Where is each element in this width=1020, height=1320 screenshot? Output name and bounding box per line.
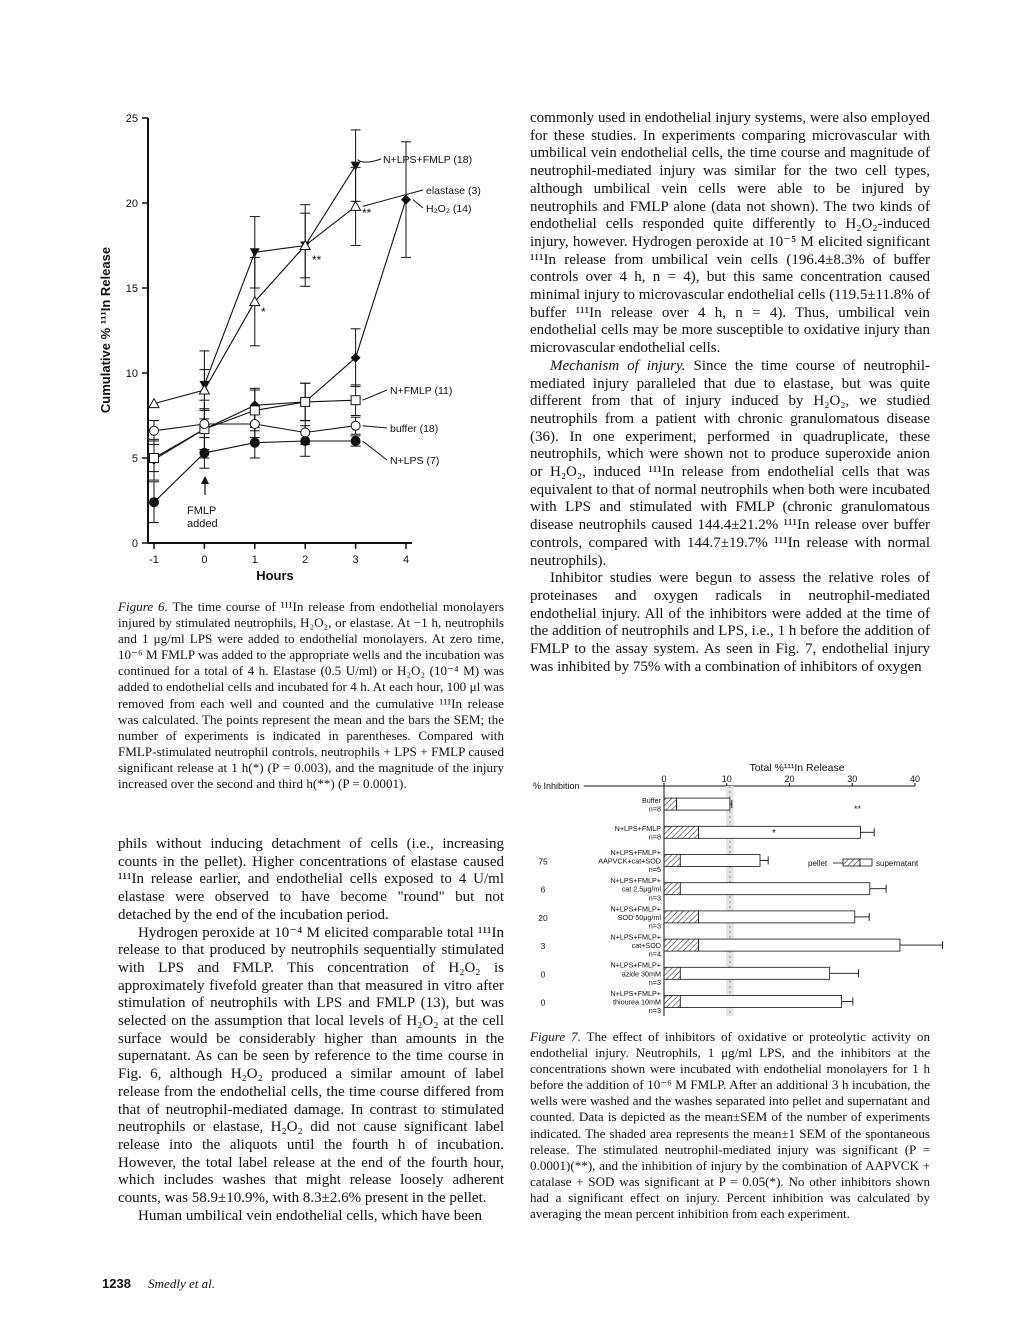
fig7-row-label: N+LPS+FMLP [614, 824, 661, 833]
fig7-row-label: n=8 [648, 832, 661, 842]
right-paragraph-1: commonly used in endothelial injury systems, were also employed for these studies. In experiments comparing microvascular with umbilical vein endothelial cells, the time course and magnitude of neutrophil-mediated injury was similar for the two cell types, although umbilical vein cells were able to be injured by neutrophils and FMLP alone (data not shown). The two kinds of endothelial cells responded quite differently to H₂O₂-induced injury, however. Hydrogen peroxide at 10⁻⁵ M elicited significant ¹¹¹In release from umbilical vein cells (196.4±8.3% of buffer controls over 4 h, n = 4), but this same concentration caused minimal injury to microvascular endothelial cells (119.5±11.8% of buffer ¹¹¹In release over 4 h, n = 4). Thus, umbilical vein endothelial cells may be more susceptible to oxidative injury than microvascular endothelial cells. [530, 110, 930, 357]
fig7-bar-pellet [664, 967, 680, 979]
figure-6-caption-text: The time course of ¹¹¹In release from endothelial monolayers injured by stimulated neutrophils, H₂O₂, or elastase. At −1 h, neutrophils and 1 μg/ml LPS were added to endothelial monolayers. At zero time, 10⁻⁶ M FMLP was added to the appropriate wells and the incubation was continued for a total of 4 h. Elastase (0.5 U/ml) or H₂O₂ (10⁻⁴ M) was added to endothelial cells and incubated for 4 h. At each hour, 100 μl was removed from each well and counted and the cumulative ¹¹¹In release was calculated. The points represent the mean and the bars the SEM; the number of experiments is indicated in parentheses. Compared with FMLP-stimulated neutrophil controls, neutrophils + LPS + FMLP caused significant release at 1 h(*) (P = 0.003), and the magnitude of the injury increased over the second and third h(**) (P = 0.0001). [118, 599, 505, 792]
fig6-marker [199, 448, 209, 458]
fig7-inhibition-value: 3 [540, 941, 546, 952]
fig6-x-tick-label: 2 [302, 554, 309, 566]
fig7-significance-double: ** [854, 804, 862, 814]
fig7-row-label: AAPVCK+cat+SOD [598, 856, 661, 866]
fig7-bar-supernatant [680, 883, 870, 895]
fig6-label-leader [358, 159, 381, 162]
fig7-bar-pellet [664, 855, 680, 867]
fig6-marker [301, 428, 310, 437]
fig7-row-label: n=5 [648, 865, 661, 875]
fig6-marker [351, 396, 360, 405]
right-paragraph-2-text: Since the time course of neutrophil-mediated injury paralleled that due to elastase, but was quite different from that of injury induced by H₂O₂, we studied neutrophils from a patient with chronic granulomatous disease (36). In one experiment, performed in quadruplicate, these neutrophils, which were shown not to produce superoxide anion or H₂O₂, induced ¹¹¹In release from endothelial cells that was equivalent to that of normal neutrophils when both were incubated with LPS and stimulated with FMLP (chronic granulomatous disease neutrophils caused 144.4±21.2% ¹¹¹In release over buffer controls, compared with 144.7±19.7% ¹¹¹In release with normal neutrophils). [530, 357, 931, 569]
fig7-row-label: N+LPS+FMLP+ [610, 876, 661, 886]
fig6-series-label: buffer (18) [390, 423, 439, 435]
fig7-inhibition-value: 75 [538, 856, 548, 867]
fig6-fmlp-annotation-line2: added [187, 518, 218, 530]
fig7-bar-pellet [664, 939, 699, 951]
fig6-label-leader [413, 200, 423, 208]
figure-6-caption [118, 599, 504, 792]
page-footer [102, 1276, 215, 1292]
fig6-y-tick-label: 10 [125, 368, 138, 380]
fig6-marker [250, 438, 260, 448]
fig6-marker [351, 162, 361, 171]
fig6-fmlp-annotation-line1: FMLP [187, 505, 217, 517]
fig6-marker [150, 426, 159, 435]
fig7-bar-supernatant [699, 939, 900, 951]
fig7-inhibition-value: 6 [540, 884, 546, 895]
fig6-series-label: H₂O₂ (14) [426, 203, 472, 215]
fig7-x-tick-label: 0 [661, 774, 667, 784]
fig7-row-label: n=3 [648, 893, 661, 903]
fig6-marker [250, 406, 259, 415]
page-number: 1238 [102, 1276, 131, 1291]
left-paragraph-1: phils without inducing detachment of cells (i.e., increasing counts in the pellet). Higher concentrations of elastase caused ¹¹¹In release earlier, and endothelial cells exposed to 4 U/ml elastase were observed to have become "round" but not detached by the end of the incubation period. [118, 836, 504, 923]
fig7-bar-supernatant [680, 855, 760, 867]
figure-7-caption-text: The effect of inhibitors of oxidative or proteolytic activity on endothelial injury. Neutrophils, 1 μg/ml LPS, and the inhibitors at the concentrations shown were incubated with endothelial monolayers for 1 h before the addition of 10⁻⁶ M FMLP. After an additional 3 h incubation, the wells were washed and the washes separated into pellet and supernatant and counted. Data is depicted as the mean±SEM of the number of experiments indicated. The shaded area represents the mean±1 SEM of the spontaneous release. The stimulated neutrophil-mediated injury was significant (P = 0.0001)(**), and the inhibition of injury by the combination of AAPVCK + catalase + SOD was significant at P = 0.05(*). No other inhibitors shown had a significant effect on injury. Percent inhibition was calculated by averaging the mean percent inhibition from each experiment. [530, 1029, 930, 1222]
fig6-y-tick-label: 0 [131, 538, 138, 550]
fig6-y-tick-label: 15 [125, 283, 138, 295]
fig7-bar-pellet [664, 911, 699, 923]
fig7-significance-single: * [772, 828, 776, 839]
fig6-x-tick-label: -1 [149, 554, 159, 566]
fig6-marker [351, 201, 361, 210]
fig7-bar-supernatant [699, 911, 855, 923]
fig7-x-tick-label: 30 [847, 774, 858, 784]
fig6-marker [149, 497, 159, 507]
fig6-marker [401, 195, 411, 205]
fig7-inhibition-value: 20 [538, 912, 548, 923]
fig7-x-tick-label: 40 [909, 774, 921, 784]
section-run-in-heading: Mechanism of injury. [550, 357, 686, 374]
fig6-y-tick-label: 20 [125, 198, 138, 210]
fig7-inhibition-value: 0 [540, 969, 546, 980]
left-paragraph-3: Human umbilical vein endothelial cells, which have been [138, 1207, 483, 1224]
fig7-row-label: N+LPS+FMLP+ [610, 847, 661, 857]
fig6-marker [250, 248, 260, 257]
fig7-bar-pellet [664, 826, 699, 838]
fig6-marker [351, 421, 360, 430]
fig7-row-label: N+LPS+FMLP+ [610, 904, 661, 914]
fig7-row-label: n=3 [648, 977, 661, 987]
fig7-inhibition-value: 0 [540, 997, 546, 1008]
fig6-series-label: N+LPS+FMLP (18) [383, 154, 473, 166]
fig7-bar-supernatant [680, 967, 829, 979]
fig6-series-label: N+LPS (7) [390, 455, 440, 467]
fig6-x-axis-label: Hours [256, 568, 294, 583]
fig7-row-label: N+LPS+FMLP+ [610, 932, 661, 942]
figure-7 [525, 758, 945, 1020]
fig7-bar-pellet [664, 798, 677, 810]
fig7-legend-pellet-swatch [843, 859, 860, 866]
fig6-marker [200, 420, 209, 429]
fig6-marker [199, 385, 209, 394]
fig7-row-label: N+LPS+FMLP+ [610, 988, 661, 998]
left-column [118, 836, 504, 1225]
figure-6 [80, 100, 510, 590]
fig6-x-tick-label: 3 [352, 554, 359, 566]
fig7-inhibition-header: % Inhibition [533, 781, 580, 791]
fig6-x-tick-label: 1 [251, 554, 258, 566]
fig6-series-line [204, 166, 355, 385]
fig7-row-label: thiourea 10mM [613, 997, 661, 1007]
fig6-series-line [154, 200, 406, 460]
right-column [530, 110, 930, 677]
fig7-row-label: cat 2.5μg/ml [621, 884, 661, 894]
fig7-row-label: Buffer [641, 795, 661, 805]
fig6-marker [301, 397, 310, 406]
fig6-x-tick-label: 4 [402, 554, 410, 566]
fig7-row-label: N+LPS+FMLP+ [610, 960, 661, 970]
fig6-label-leader [363, 426, 387, 428]
fig7-row-label: azide 30mM [621, 969, 661, 979]
fig7-row-label: cat+SOD [631, 941, 661, 951]
figure-7-caption [530, 1029, 930, 1222]
fig6-label-leader [363, 390, 387, 400]
fig6-series-label: elastase (3) [426, 185, 481, 197]
fig6-marker [300, 436, 310, 446]
fig7-row-label: n=3 [648, 921, 661, 931]
figure-6-label: Figure 6. [118, 599, 168, 614]
right-paragraph-2 [530, 358, 930, 570]
fig7-bar-pellet [664, 883, 680, 895]
fig6-significance-3h: ** [362, 206, 372, 220]
left-paragraph-2: Hydrogen peroxide at 10⁻⁴ M elicited comparable total ¹¹¹In release to that produced by neutrophils sequentially stimulated with LPS and FMLP. This concentration of H₂O₂ is approximately fivefold greater than that measured in vitro after stimulation of neutrophils with LPS and FMLP (13), but was selected on the assumption that local levels of H₂O₂ at the cell surface would be considerably higher than amounts in the supernatant. As can be seen by reference to the time course in Fig. 6, although H₂O₂ produced a similar amount of label release from the endothelial cells, the time course differed from that of neutrophil-mediated damage. In contrast to stimulated neutrophils or elastase, H₂O₂ did not cause significant label release into the aliquots until the fourth h of incubation. However, the total label release at the end of the fourth hour, which includes washes that might release loosely adherent counts, was 58.9±10.9%, with 8.3±2.6% present in the pellet. [118, 924, 504, 1207]
fig7-x-tick-label: 20 [784, 774, 795, 784]
running-head: Smedly et al. [148, 1276, 215, 1291]
fig6-marker [351, 436, 361, 446]
fig7-legend-supernatant: supernatant [876, 859, 919, 868]
fig6-y-tick-label: 25 [125, 113, 138, 125]
fig7-bar-supernatant [680, 996, 841, 1008]
figure-7-label: Figure 7. [530, 1029, 581, 1044]
fig7-bar-supernatant [677, 798, 730, 810]
fig6-y-axis-label: Cumulative % ¹¹¹In Release [98, 246, 113, 414]
figure-6-chart [80, 100, 510, 590]
fig6-series-label: N+FMLP (11) [390, 385, 453, 397]
right-paragraph-3: Inhibitor studies were begun to assess the relative roles of proteinases and oxygen radicals in neutrophil-mediated endothelial injury. All of the inhibitors were added at the time of the addition of neutrophils and LPS, i.e., 1 h before the addition of FMLP to the assay system. As seen in Fig. 7, endothelial injury was inhibited by 75% with a combination of inhibitors of oxygen [530, 570, 930, 675]
fig6-y-tick-label: 5 [131, 453, 138, 465]
fig6-marker [250, 420, 259, 429]
fig7-legend-supernatant-swatch [860, 859, 872, 866]
fig7-row-label: n=4 [648, 949, 661, 959]
fig7-legend-pellet: pellet [808, 859, 828, 868]
fig7-bar-supernatant [699, 826, 861, 838]
fig7-row-label: n=3 [648, 1006, 661, 1016]
fig7-row-label: SOD 50μg/ml [617, 912, 661, 922]
fig6-label-leader [363, 441, 387, 460]
fig6-marker [150, 454, 159, 463]
fig6-significance-2h: ** [312, 253, 322, 267]
fig6-label-leader [363, 190, 423, 206]
fig6-x-tick-label: 0 [201, 554, 208, 566]
fig7-x-tick-label: 10 [721, 774, 732, 784]
fig7-row-label: n=8 [648, 804, 661, 814]
fig7-title: Total %¹¹¹In Release [749, 762, 845, 774]
fig6-fmlp-arrowhead [201, 476, 209, 484]
fig6-significance-1h: * [261, 305, 266, 319]
figure-7-chart [525, 758, 945, 1020]
fig7-bar-pellet [664, 996, 680, 1008]
